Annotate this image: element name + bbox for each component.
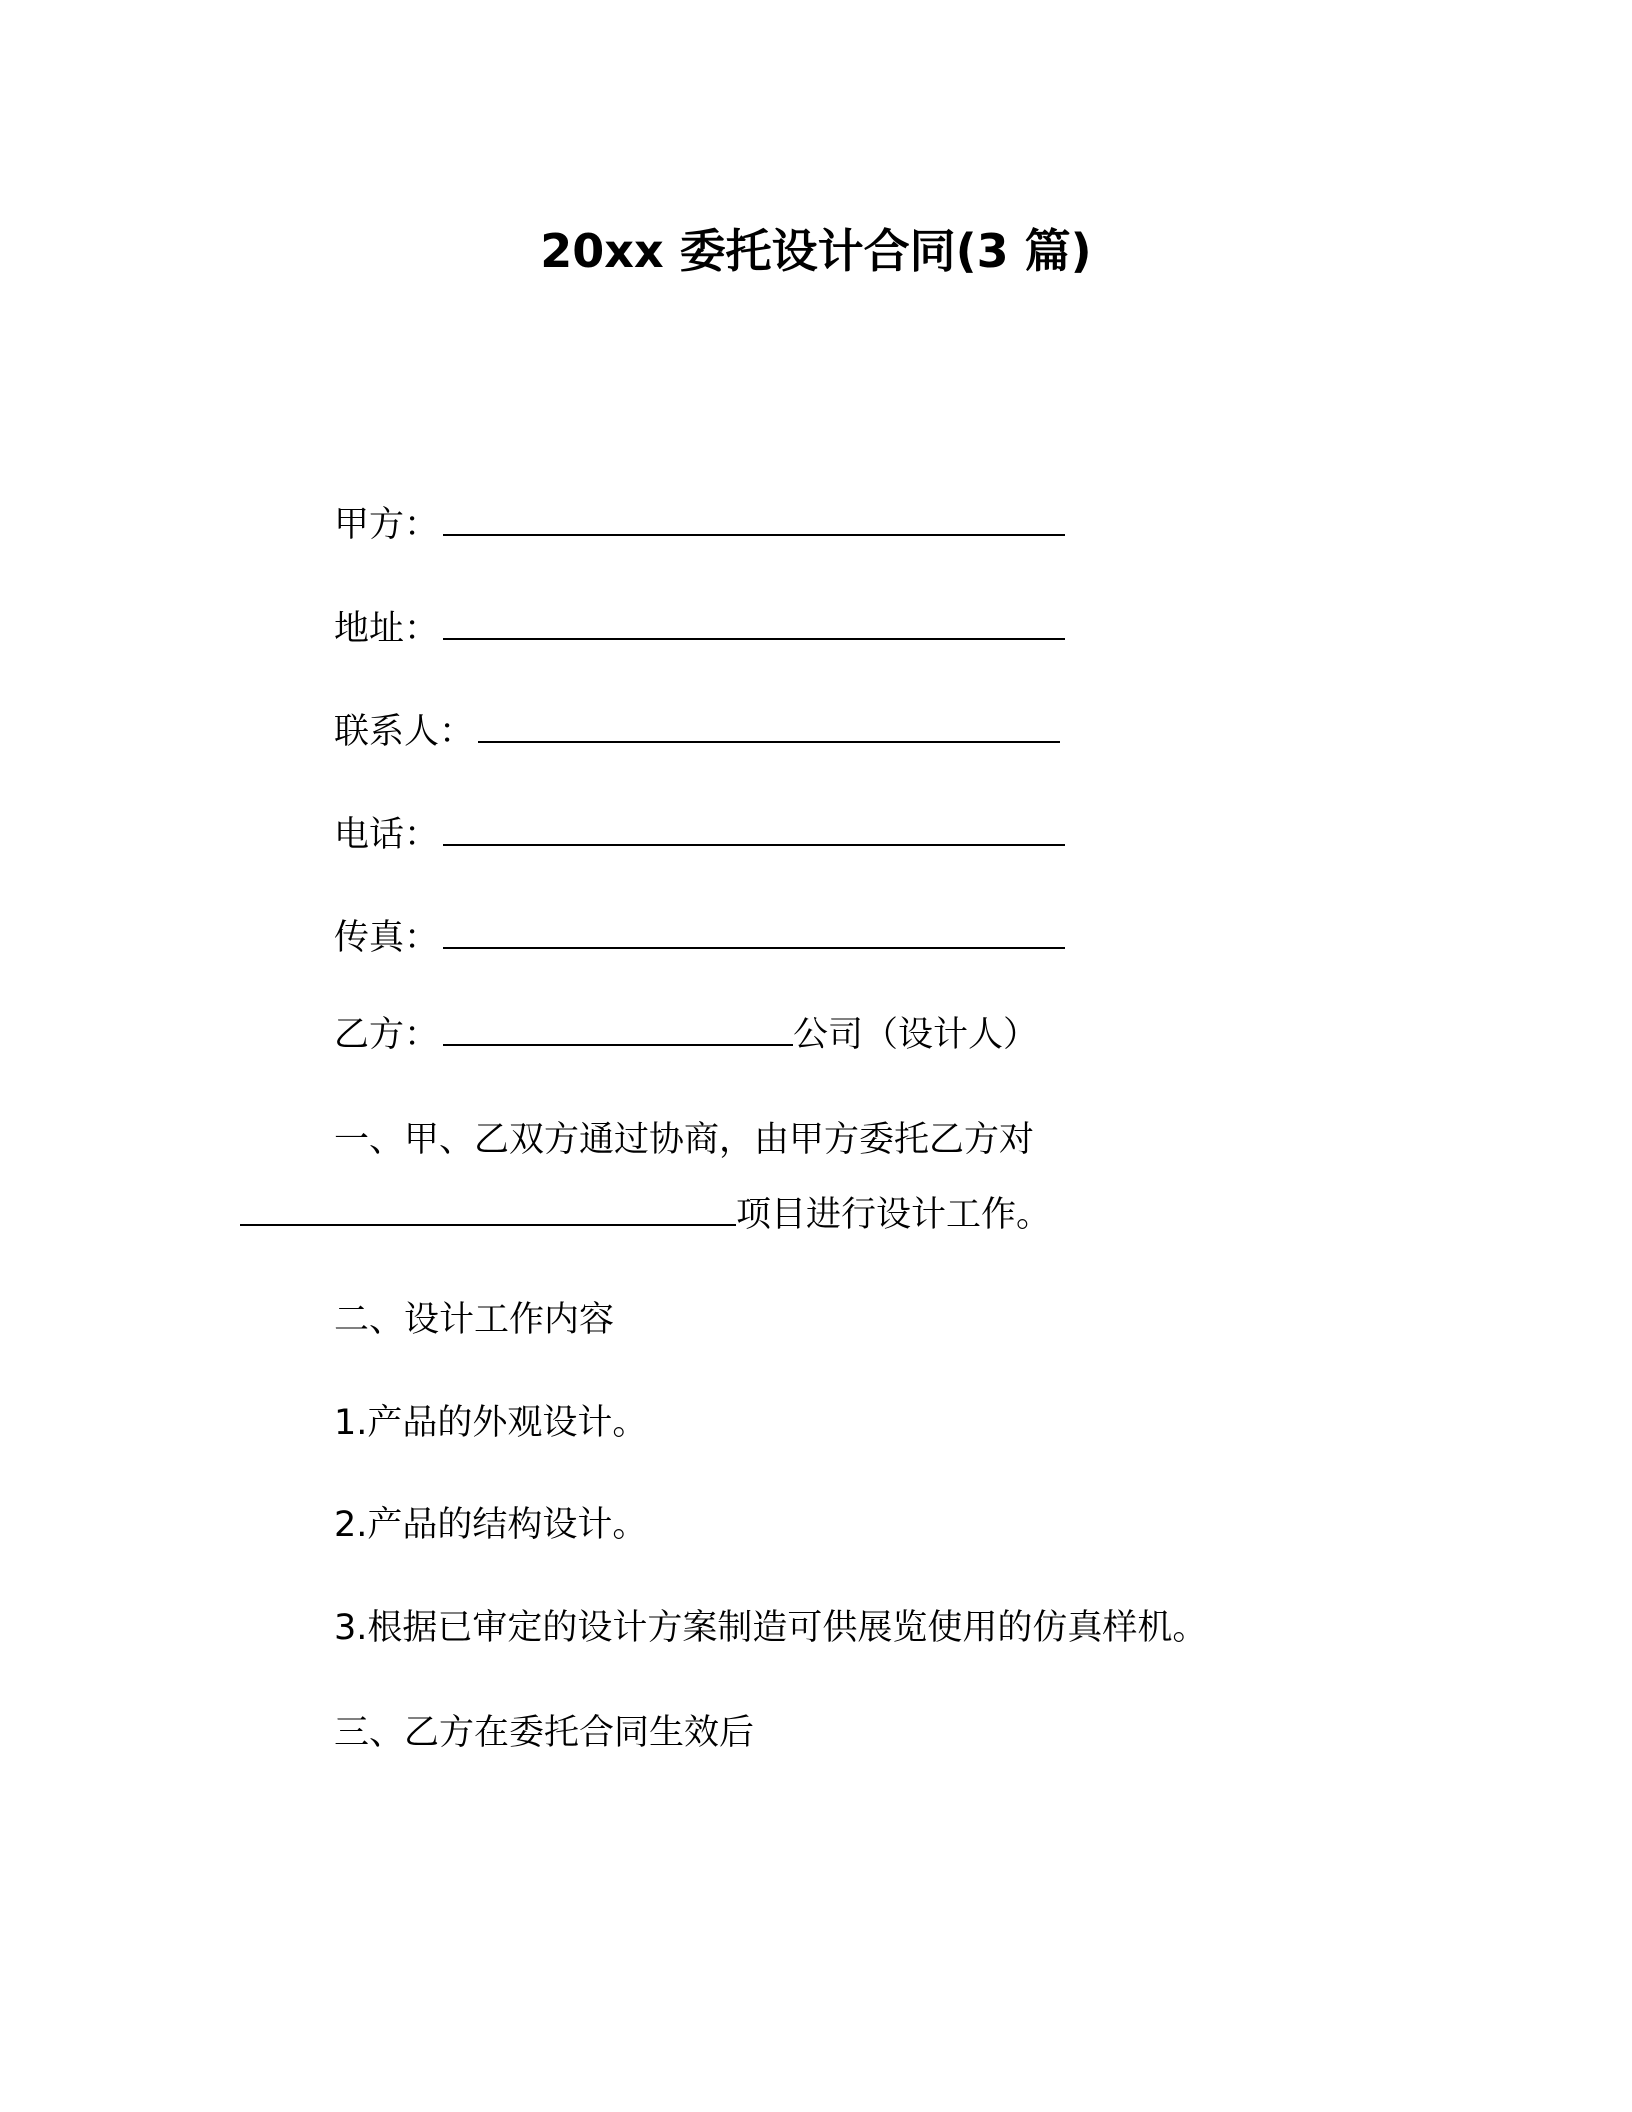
address-field [334, 604, 1065, 654]
phone-blank [443, 812, 1065, 846]
address-blank [443, 606, 1065, 640]
party-b-suffix: 公司（设计人） [793, 1015, 1039, 1055]
phone-label: 电话： [334, 815, 440, 855]
fax-field [334, 913, 1065, 963]
clause-3-heading: 三、乙方在委托合同生效后 [334, 1713, 755, 1753]
document-title: 20xx 委托设计合同(3 篇) [540, 224, 1092, 278]
address-label: 地址： [334, 609, 440, 649]
contact-label: 联系人： [334, 712, 475, 752]
party-a-label: 甲方： [334, 505, 440, 545]
phone-field [334, 810, 1065, 860]
project-blank [240, 1192, 736, 1226]
item-3: 3.根据已审定的设计方案制造可供展览使用的仿真样机。 [334, 1608, 1208, 1648]
party-a-field [334, 500, 1065, 550]
fax-label: 传真： [334, 918, 440, 958]
party-b-blank [443, 1012, 793, 1046]
item-1: 1.产品的外观设计。 [334, 1403, 648, 1443]
clause-1-line-1: 一、甲、乙双方通过协商，由甲方委托乙方对 [334, 1120, 1035, 1160]
fax-blank [443, 915, 1065, 949]
clause-1-suffix: 项目进行设计工作。 [736, 1195, 1052, 1235]
clause-1-line-2 [240, 1190, 1051, 1240]
clause-2-heading: 二、设计工作内容 [334, 1300, 615, 1340]
party-b-field [334, 1010, 1038, 1060]
party-a-blank [443, 502, 1065, 536]
party-b-label: 乙方： [334, 1015, 440, 1055]
contact-blank [478, 709, 1060, 743]
contact-field [334, 707, 1060, 757]
item-2: 2.产品的结构设计。 [334, 1505, 648, 1545]
